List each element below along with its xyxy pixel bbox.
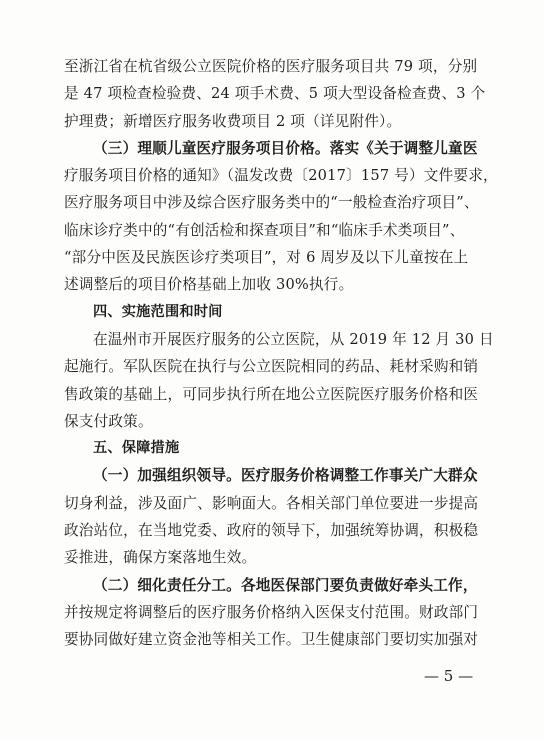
paragraph-line: 售政策的基础上，可同步执行所在地公立医院医疗服务价格和医 xyxy=(64,385,479,403)
subsection-heading-line: （二）细化责任分工。各地医保部门要负责做好牵头工作， xyxy=(93,576,478,594)
section-three-heading-line: （三）理顺儿童医疗服务项目价格。落实《关于调整儿童医 xyxy=(93,139,478,157)
paragraph-line: 护理费；新增医疗服务收费项目 2 项（详见附件）。 xyxy=(64,112,402,130)
paragraph-line: 临床诊疗类中的“有创活检和探查项目”和“临床手术类项目”、 xyxy=(64,221,465,239)
paragraph-line: “部分中医及民族医诊疗类项目”，对 6 周岁及以下儿童按在上 xyxy=(64,249,469,267)
page-number: — 5 — xyxy=(424,667,474,685)
paragraph-line: 并按规定将调整后的医疗服务价格纳入医保支付范围。财政部门 xyxy=(64,603,479,621)
document-body xyxy=(64,53,498,654)
paragraph-line: 保支付政策。 xyxy=(64,412,153,430)
paragraph-line: 妥推进，确保方案落地生效。 xyxy=(64,549,257,567)
paragraph-line: 政治站位，在当地党委、政府的领导下，加强统筹协调，积极稳 xyxy=(64,522,479,540)
section-heading-safeguards: 五、保障措施 xyxy=(93,440,180,457)
paragraph-line: 起施行。军队医院在执行与公立医院相同的药品、耗材采购和销 xyxy=(64,358,479,376)
paragraph-line: 要协同做好建立资金池等相关工作。卫生健康部门要切实加强对 xyxy=(64,631,479,649)
paragraph-line: 疗服务项目价格的通知》（温发改费〔2017〕157 号）文件要求， xyxy=(64,167,498,185)
subsection-heading-line: （一）加强组织领导。医疗服务价格调整工作事关广大群众 xyxy=(93,467,478,485)
paragraph-line: 在温州市开展医疗服务的公立医院，从 2019 年 12 月 30 日 xyxy=(93,330,494,348)
section-heading-scope-time: 四、实施范围和时间 xyxy=(93,303,223,320)
paragraph-line: 至浙江省在杭省级公立医院价格的医疗服务项目共 79 项，分别 xyxy=(64,58,478,75)
paragraph-line: 述调整后的项目价格基础上加收 30%执行。 xyxy=(64,276,354,294)
paragraph-line: 医疗服务项目中涉及综合医疗服务类中的“一般检查治疗项目”、 xyxy=(64,194,479,212)
paragraph-line: 切身利益，涉及面广、影响面大。各相关部门单位要进一步提高 xyxy=(64,494,479,512)
paragraph-line: 是 47 项检查检验费、24 项手术费、5 项大型设备检查费、3 个 xyxy=(64,85,486,103)
